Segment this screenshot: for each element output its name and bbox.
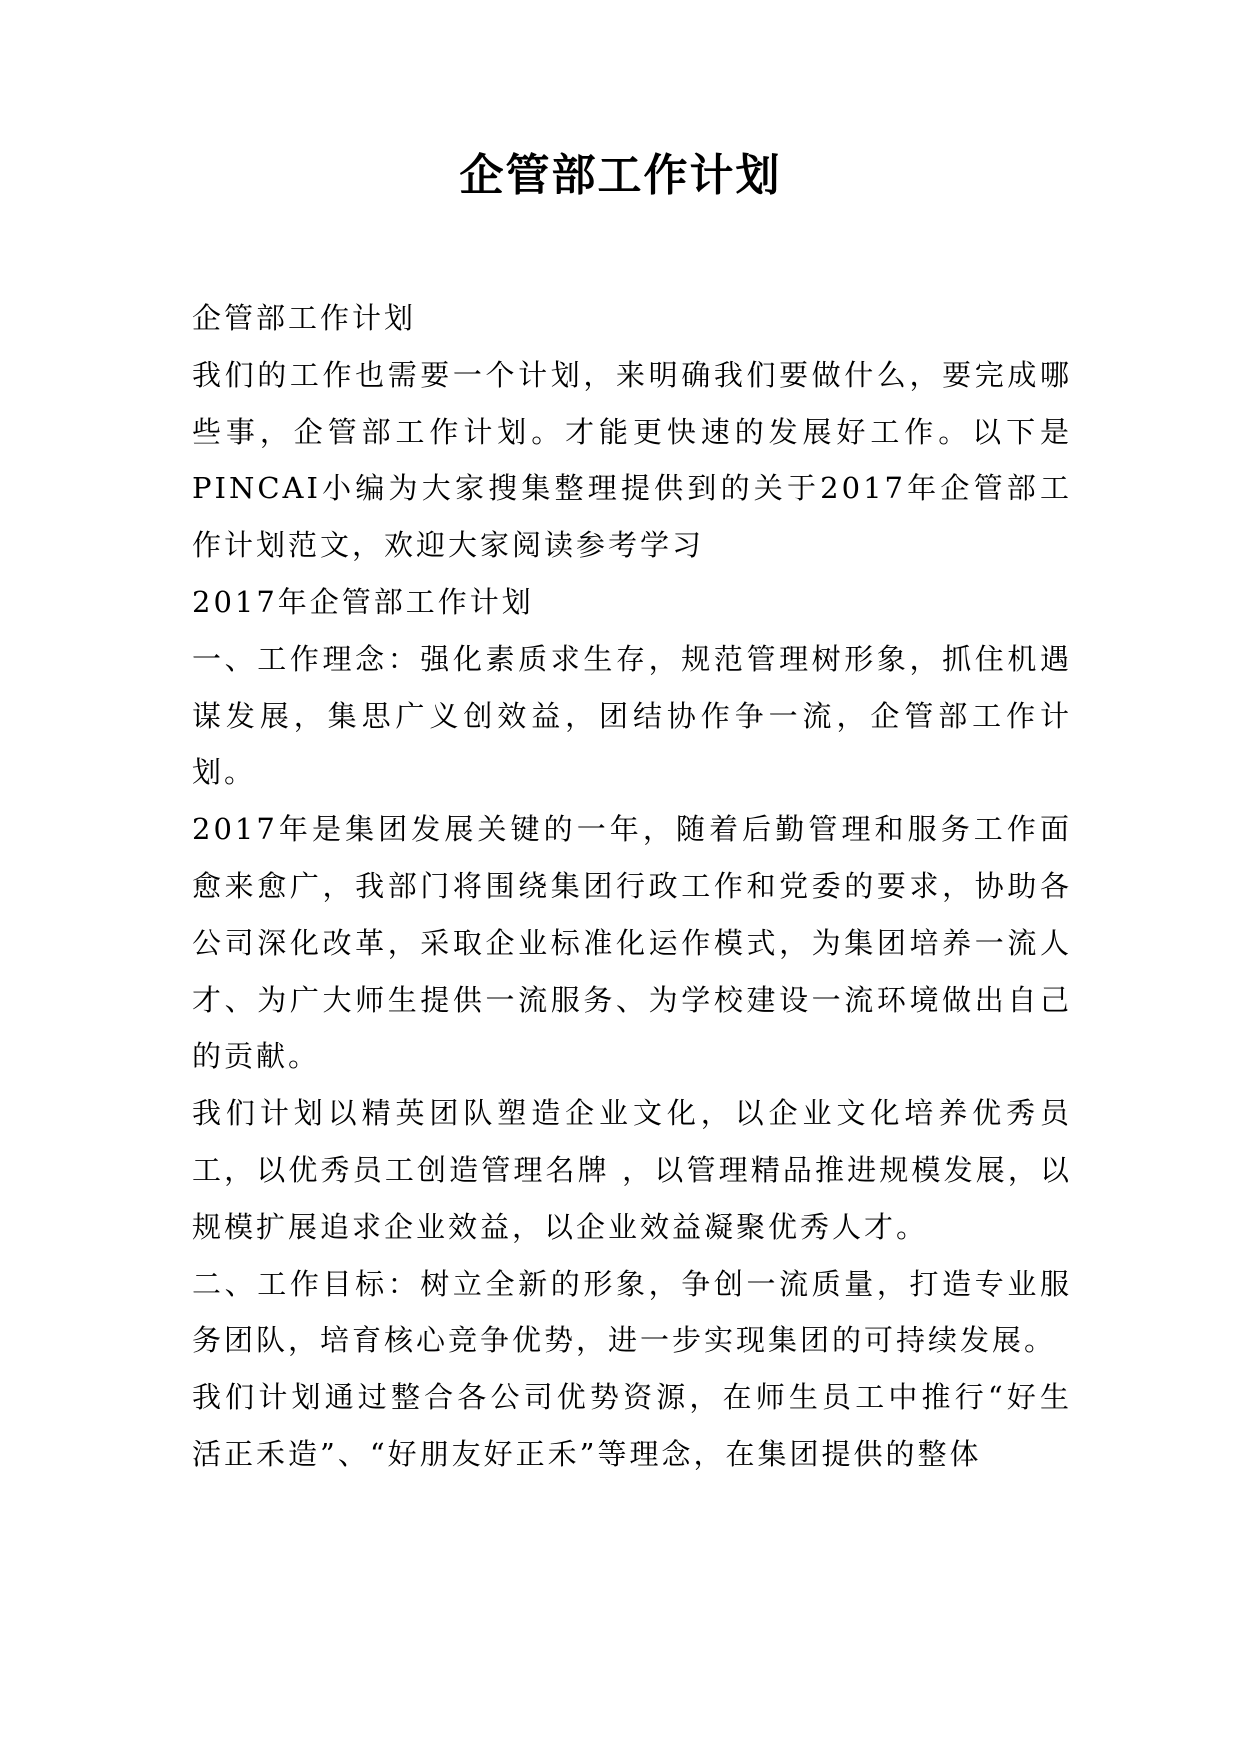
paragraph-work-concept: 一、工作理念：强化素质求生存，规范管理树形象，抓住机遇谋发展，集思广义创效益，团结协作争一流，企管部工作计划。 xyxy=(192,641,1072,790)
document-title: 企管部工作计划 xyxy=(459,150,782,201)
paragraph-subheading: 2017年企管部工作计划 xyxy=(192,584,534,619)
paragraph-2017-overview: 2017年是集团发展关键的一年，随着后勤管理和服务工作面愈来愈广，我部门将围绕集团行政工作和党委的要求，协助各公司深化改革，采取企业标准化运作模式，为集团培养一流人才、为广大师生提供一流服务、为学校建设一流环境做出自己的贡献。 xyxy=(192,812,1072,1074)
paragraph-intro: 我们的工作也需要一个计划，来明确我们要做什么，要完成哪些事，企管部工作计划。才能更快速的发展好工作。以下是PINCAI小编为大家搜集整理提供到的关于2017年企管部工作计划范文，欢迎大家阅读参考学习 xyxy=(192,357,1072,563)
paragraph-heading: 企管部工作计划 xyxy=(192,301,417,335)
paragraph-plan-integration: 我们计划通过整合各公司优势资源，在师生员工中推行“好生活正禾造”、“好朋友好正禾”等理念，在集团提供的整体 xyxy=(192,1380,1072,1471)
paragraph-plan-culture: 我们计划以精英团队塑造企业文化，以企业文化培养优秀员工，以优秀员工创造管理名牌 ，以管理精品推进规模发展，以规模扩展追求企业效益，以企业效益凝聚优秀人才。 xyxy=(192,1096,1072,1244)
paragraph-work-goal: 二、工作目标：树立全新的形象，争创一流质量，打造专业服务团队，培育核心竞争优势，进一步实现集团的可持续发展。 xyxy=(192,1266,1072,1358)
document-body xyxy=(192,290,1072,1483)
